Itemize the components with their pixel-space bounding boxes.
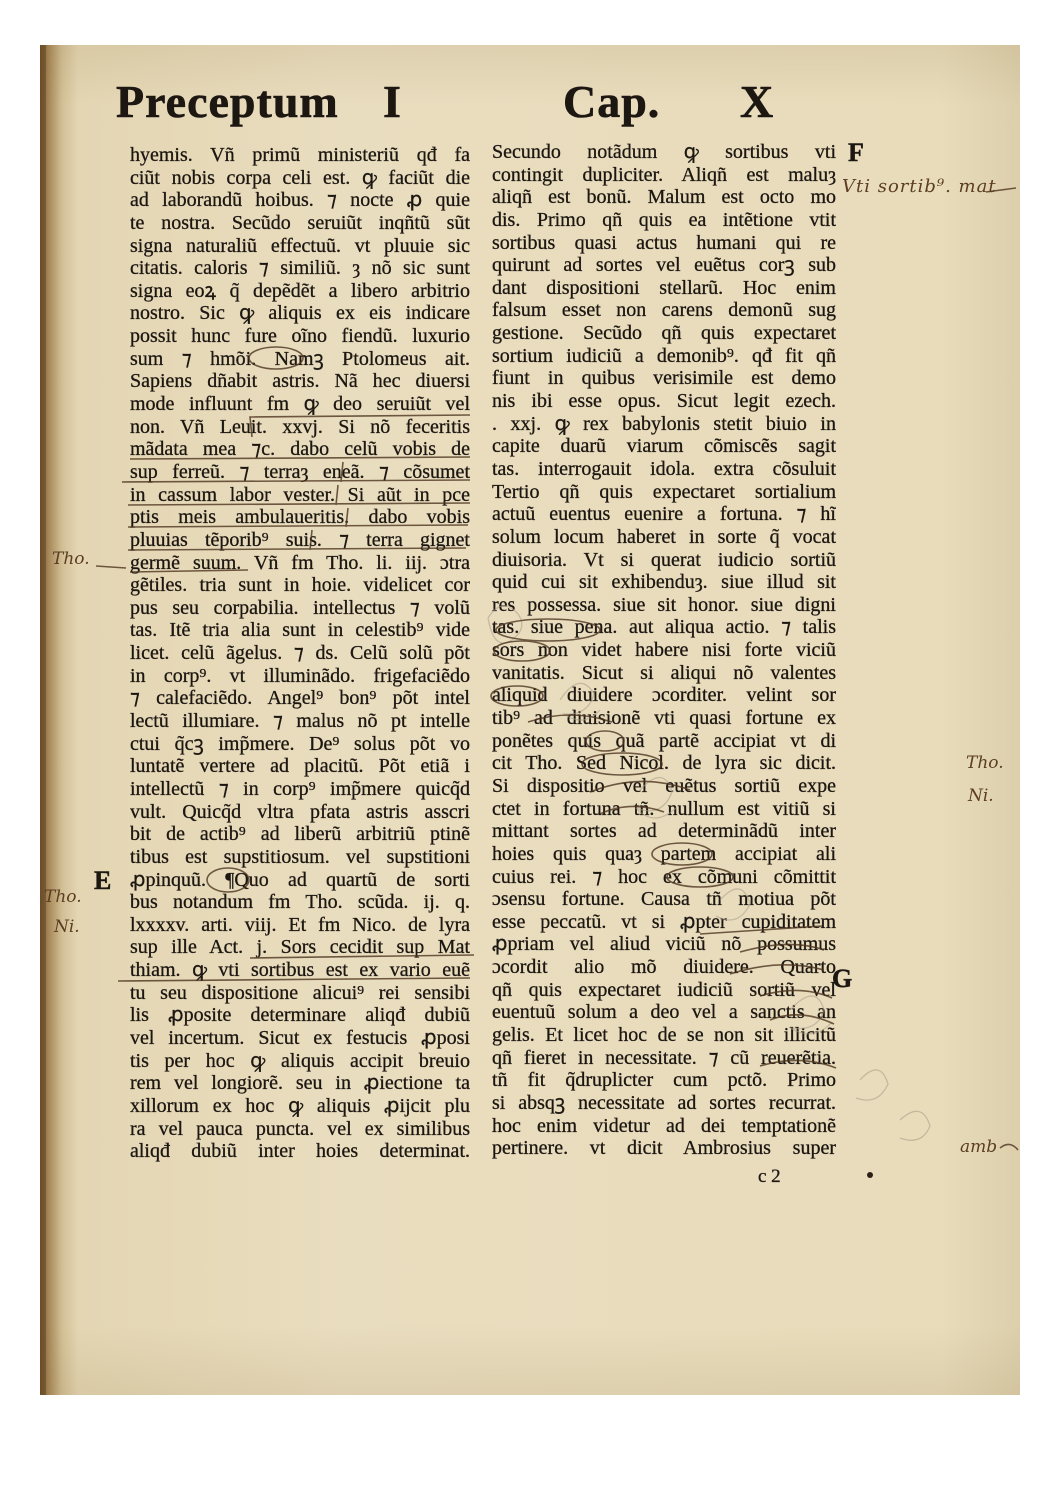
margin-note-ni-left: Ni.	[54, 917, 80, 937]
text-line: ponẽtes quis quã partẽ accipiat vt di	[492, 729, 836, 752]
text-line: gẽtiles. tria sunt in hoie. videlicet cor	[130, 574, 470, 597]
text-line: pus seu corpabilia. intellectus ⁊ volũ	[130, 596, 470, 619]
text-line: citatis. caloris ⁊ similiũ. ȝ nõ sic sunt	[130, 257, 470, 280]
text-line: lis ꝓposite determinare aliqđ dubiũ	[130, 1004, 470, 1027]
text-line: gelis. Et licet hoc de se non sit illicitũ	[492, 1023, 836, 1046]
running-head-title: Preceptum	[116, 76, 339, 127]
text-line: ra vel pauca puncta. vel ex similibus	[130, 1117, 470, 1140]
section-letter-e: E	[94, 866, 112, 895]
text-line: gestione. Secũdo qñ quis expectaret	[492, 322, 836, 345]
text-line: sortibus quasi actus humani qui re	[492, 231, 836, 254]
text-line: ctet in fortuna tñ. nullum est vitiũ si	[492, 797, 836, 820]
text-line: hyemis. Vñ primũ ministeriũ qđ fa	[130, 144, 470, 166]
margin-note-tho-left-upper: Tho.	[52, 549, 90, 569]
text-line: esse peccatũ. vt si ꝓpter cupiditatem	[492, 910, 836, 933]
text-line: vel incertum. Sicut ex festucis ꝓposi	[130, 1026, 470, 1049]
text-line: res possessa. siue sit honor. siue digni	[492, 593, 836, 616]
text-line: licet. celũ ãgelus. ⁊ ds. Celũ solũ põt	[130, 642, 470, 665]
text-line: sortium iudiciũ a demonib⁹. qđ fit qñ	[492, 344, 836, 367]
margin-note-ni-right: Ni.	[968, 786, 994, 806]
text-line: ctui q̃cꝫ imp̃mere. De⁹ solus põt vo	[130, 732, 470, 755]
text-line: xillorum ex hoc ꝙ aliquis ꝓijcit plu	[130, 1094, 470, 1117]
text-line: actuũ euentus euenire a fortuna. ⁊ hĩ	[492, 503, 836, 526]
text-line: ꝓpriam vel aliud viciũ nõ possumus	[492, 933, 836, 956]
text-line: luntatẽ vertere ad placitũ. Põt etiã i	[130, 755, 470, 778]
text-line: vult. Quicq̃d vltra pfata astris asscri	[130, 800, 470, 823]
text-line: ciũt nobis corpa celi est. ꝙ faciũt die	[130, 166, 470, 189]
chapter-number: X	[740, 76, 775, 127]
text-line: sum ⁊ hmõi. Namꝫ Ptolomeus ait.	[130, 347, 470, 370]
text-line: solum locum haberet in sorte q̃ vocat	[492, 525, 836, 548]
text-line: tu seu dispositione alicui⁹ rei sensibi	[130, 981, 470, 1004]
text-line: possit hunc fure oĩno fiendũ. luxurio	[130, 325, 470, 348]
text-line: qñ fieret in necessitate. ⁊ cũ reuerẽtia.	[492, 1046, 836, 1069]
margin-note-tho-left-lower: Tho.	[44, 887, 82, 907]
text-line: bus notandum fm Tho. scũda. ij. q.	[130, 891, 470, 914]
text-line: ptis meis ambulaueritis. dabo vobis	[130, 506, 470, 529]
text-line: aliqñ est bonũ. Malum est octo mo	[492, 186, 836, 209]
text-line: quid cui sit exhibenduȝ. siue illud sit	[492, 571, 836, 594]
text-line: hoc enim videtur ad dei temptationẽ	[492, 1114, 836, 1137]
text-line: intellectũ ⁊ in corp⁹ imp̃mere quicq̃d	[130, 777, 470, 800]
left-column	[130, 144, 470, 1163]
text-line: quirunt ad sortes vel euẽtus corꝫ sub	[492, 254, 836, 277]
text-line: Sapiens dñabit astris. Nã hec diuersi	[130, 370, 470, 393]
text-line: mãdata mea ⁊c. dabo celũ vobis de	[130, 438, 470, 461]
text-line: mode influunt fm ꝙ deo seruiũt vel	[130, 393, 470, 416]
text-line: in corp⁹. vt illuminãdo. frigefaciẽdo	[130, 664, 470, 687]
section-letter-g: G	[832, 964, 853, 993]
text-line: ⁊ calefaciẽdo. Angel⁹ bon⁹ põt intel	[130, 687, 470, 710]
text-line: vanitatis. Sicut si aliqui nõ valentes	[492, 661, 836, 684]
text-line: Tertio qñ quis expectaret sortialium	[492, 480, 836, 503]
text-line: cuius rei. ⁊ hoc ex cõmuni cõmittit	[492, 865, 836, 888]
text-line: euentuũ solum a deo vel a sanctis an	[492, 1001, 836, 1024]
text-line: . xxj. ꝙ rex babylonis stetit biuio in	[492, 412, 836, 435]
binding-gutter	[40, 45, 46, 1395]
margin-note-tho-right: Tho.	[966, 753, 1004, 773]
text-line: dis. Primo qñ quis ea intẽtione vtit	[492, 208, 836, 231]
text-line: contingit dupliciter. Aliqñ est maluȝ	[492, 163, 836, 186]
text-line: ɔsensu fortune. Causa tñ motiua põt	[492, 888, 836, 911]
text-line: pluuias tẽporib⁹ suis. ⁊ terra gignet	[130, 528, 470, 551]
text-line: hoies quis quaȝ partem accipiat ali	[492, 842, 836, 865]
text-line: falsum esset non carens demonũ sug	[492, 299, 836, 322]
text-line: Secundo notãdum ꝙ sortibus vti	[492, 141, 836, 163]
text-line: thiam. ꝙ vti sortibus est ex vario euẽ	[130, 959, 470, 982]
text-line: si absqꝫ necessitate ad sortes recurrat.	[492, 1091, 836, 1114]
text-line: te nostra. Secũdo seruiũt inqñtũ sũt	[130, 211, 470, 234]
text-line: lxxxxv. arti. viij. Et fm Nico. de lyra	[130, 913, 470, 936]
text-line: sors non videt habere nisi forte viciũ	[492, 639, 836, 662]
text-line: sup ferreũ. ⁊ terraȝ eneã. ⁊ cõsumet	[130, 460, 470, 483]
text-line: tibus est supstitiosum. vel supstitioni	[130, 845, 470, 868]
text-line: signa eoꝝ q̃ depẽdẽt a libero arbitrio	[130, 279, 470, 302]
chapter-label: Cap.	[563, 76, 661, 127]
text-line: diuisoria. Vt si querat iudicio sortiũ	[492, 548, 836, 571]
text-line: bit de actib⁹ ad liberũ arbitriũ ptinẽ	[130, 823, 470, 846]
right-column	[492, 141, 836, 1160]
text-line: nostro. Sic ꝙ aliquis ex eis indicare	[130, 302, 470, 325]
text-line: Si dispositio vel euẽtus sortiũ expe	[492, 774, 836, 797]
text-line: ꝓpinquũ. ¶Quo ad quartũ de sorti	[130, 868, 470, 891]
text-line: dant dispositioni stellarũ. Hoc enim	[492, 276, 836, 299]
text-line: tib⁹ ad diuisionẽ vti quasi fortune ex	[492, 707, 836, 730]
text-line: pertinere. vt dicit Ambrosius super	[492, 1137, 836, 1160]
precept-number: I	[383, 76, 402, 127]
text-line: capite duarũ viarum cõmiscẽs sagit	[492, 435, 836, 458]
text-line: lectũ illumiare. ⁊ malus nõ pt intelle	[130, 710, 470, 733]
text-line: germẽ suum. Vñ fm Tho. li. iij. ɔtra	[130, 551, 470, 574]
text-line: signa naturaliũ effectuũ. vt pluuie sic	[130, 234, 470, 257]
text-line: ad laborandũ hoibus. ⁊ nocte ꝓ quie	[130, 189, 470, 212]
text-line: mittant sortes ad determinãdũ inter	[492, 820, 836, 843]
text-line: aliqđ dubiũ inter hoies determinat.	[130, 1140, 470, 1163]
margin-note-vti-sortibus: Vti sortib⁹. mat	[842, 176, 997, 197]
text-line: tñ fit q̃druplicter cum pctõ. Primo	[492, 1069, 836, 1092]
signature-mark: c 2	[758, 1166, 781, 1187]
text-line: tas. interrogauit idola. extra cõsuluit	[492, 457, 836, 480]
text-line: qñ quis expectaret iudiciũ sortiũ vel	[492, 978, 836, 1001]
text-line: tas. siue pena. aut aliqua actio. ⁊ talis	[492, 616, 836, 639]
text-line: sup ille Act. j. Sors cecidit sup Mat	[130, 936, 470, 959]
text-line: tas. Itẽ tria alia sunt in celestib⁹ vide	[130, 619, 470, 642]
margin-note-amb: amb	[960, 1137, 998, 1157]
text-line: in cassum labor vester. Si aũt in pce	[130, 483, 470, 506]
section-letter-f: F	[848, 138, 864, 167]
text-line: fiunt in quibus verisimile est demo	[492, 367, 836, 390]
text-line: non. Vñ Leuit. xxvj. Si nõ feceritis	[130, 415, 470, 438]
text-line: tis per hoc ꝙ aliquis accipit breuio	[130, 1049, 470, 1072]
text-line: ɔcordit alio mõ diuidere. Quarto	[492, 956, 836, 979]
text-line: rem vel longiorẽ. seu in ꝓiectione ta	[130, 1072, 470, 1095]
text-line: cit Tho. Sed Nicol. de lyra sic dicit.	[492, 752, 836, 775]
text-line: aliquid diuidere ɔcorditer. velint sor	[492, 684, 836, 707]
text-line: nis ibi esse opus. Sicut legit ezech.	[492, 390, 836, 413]
ink-dot	[867, 1172, 873, 1178]
